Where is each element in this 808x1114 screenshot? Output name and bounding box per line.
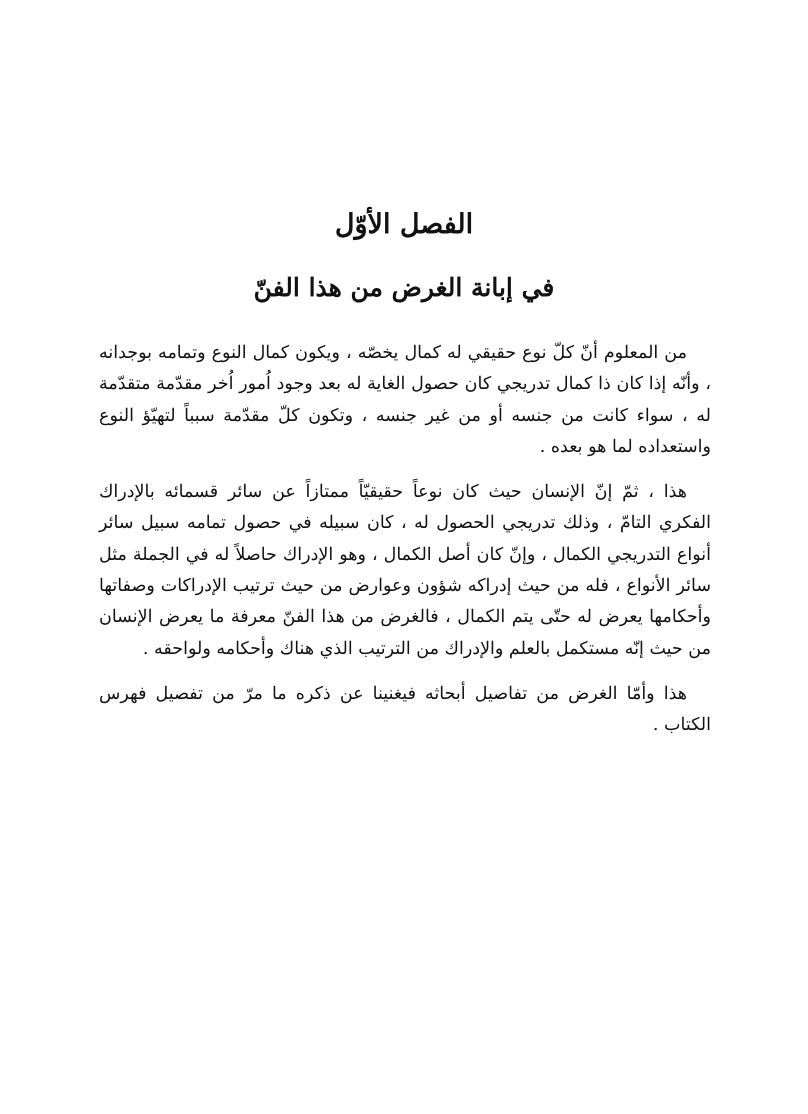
chapter-title: الفصل الأوّل	[334, 209, 474, 240]
paragraph: من المعلوم أنّ كلّ نوع حقيقي له كمال يخصّه ، ويكون كمال النوع وتمامه بوجدانه ، وأنّه إذا كان ذا كمال تدريجي كان حصول الغاية له بعد وجود اُمور اُخر مقدّمة متقدّمة له ، سواء كانت من جنسه أو من غير جنسه ، وتكون كلّ مقدّمة سبباً لتهيّؤ النوع واستعداده لما هو بعده .	[99, 343, 711, 457]
paragraph: هذا وأمّا الغرض من تفاصيل أبحاثه فيغنينا عن ذكره ما مرّ من تفصيل فهرس الكتاب .	[99, 683, 711, 736]
chapter-subtitle: في إبانة الغرض من هذا الفنّ	[253, 273, 555, 302]
chapter-body	[99, 338, 711, 756]
paragraph: هذا ، ثمّ إنّ الإنسان حيث كان نوعاً حقيقيّاً ممتازاً عن سائر قسمائه بالإدراك الفكري التامّ ، وذلك تدريجي الحصول له ، كان سبيله في حصول تمامه سبيل سائر أنواع التدريجي الكمال ، وإنّ كان أصل الكمال ، وهو الإدراك حاصلاً له في الجملة مثل سائر الأنواع ، فله من حيث إدراكه شؤون وعوارض من حيث ترتيب الإدراكات وصفاتها وأحكامها يعرض له حتّى يتم الكمال ، فالغرض من هذا الفنّ معرفة ما يعرض الإنسان من حيث إنّه مستكمل بالعلم والإدراك من الترتيب الذي هناك وأحكامه ولواحقه .	[99, 482, 711, 659]
